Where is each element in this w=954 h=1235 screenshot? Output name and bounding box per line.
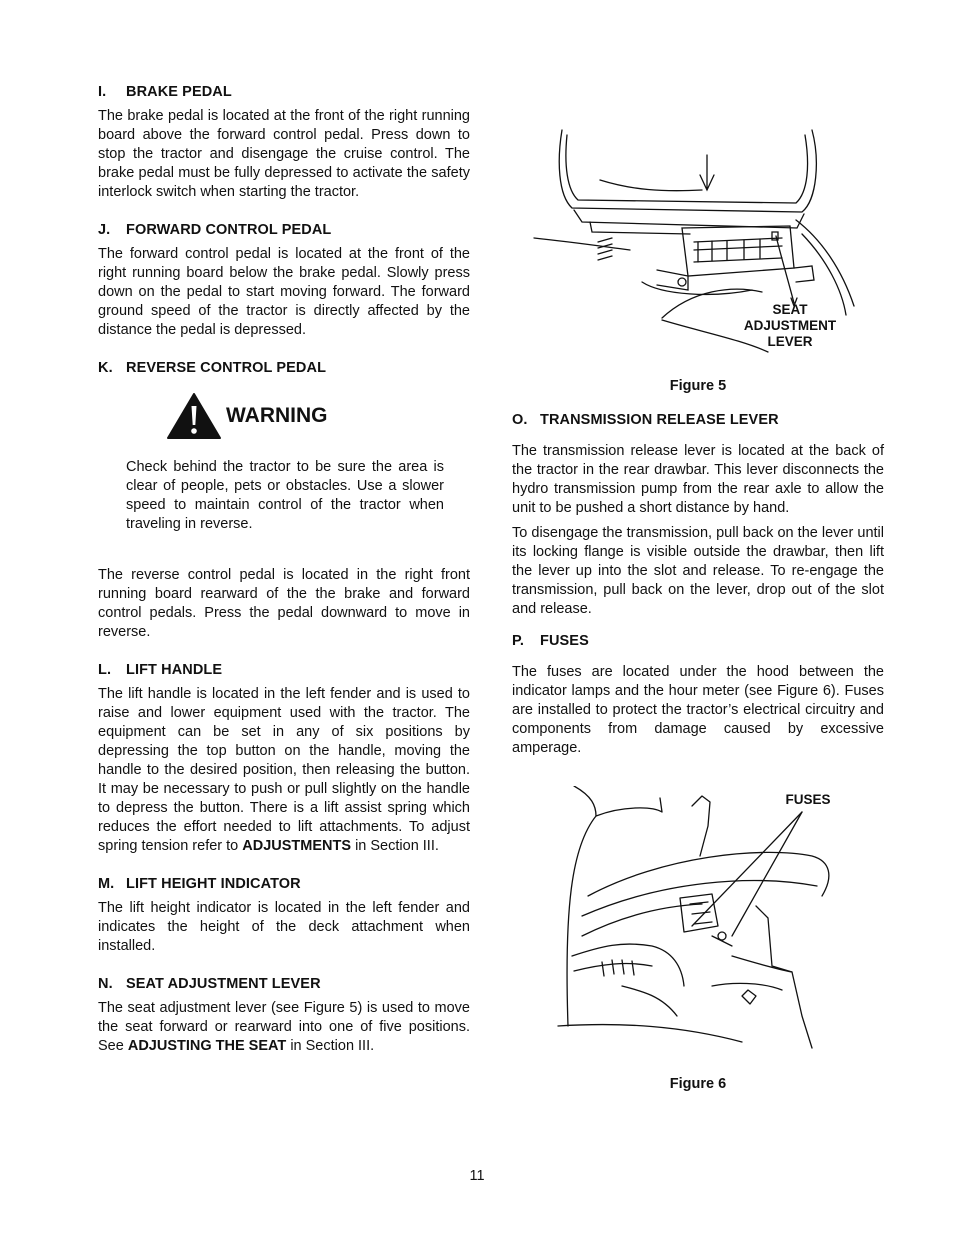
figure-6 — [512, 786, 884, 1058]
section-fuses — [512, 633, 884, 758]
warning-text: Check behind the tractor to be sure the area is clear of people, pets or obstacles. Use a slower speed to maintain control of the tractor when traveling in reverse. — [126, 459, 444, 532]
section-body: To disengage the transmission, pull back on the lever until its locking flange is visible outside the drawbar, then lift the lever up into the slot and release. To re-engage the transmission, pull back on the lever, drop out of the slot and release. — [512, 525, 884, 617]
section-lift-handle — [98, 662, 470, 856]
warning-triangle-icon — [166, 392, 222, 440]
section-body: The lift handle is located in the left fender and is used to raise and lower equipment used with the tractor. The equipment can be set in any of six positions by depressing the top button on the handle, moving the handle to the desired position, then releasing the button. It may be necessary to push or pull slightly on the handle to depress the button. There is a lift assist spring which reduces the effort needed to lift attachments. To adjust spring tension refer to ADJUSTMENTS in Section III. — [98, 686, 470, 854]
section-body: The forward control pedal is located at the front of the right running board below the brake pedal. Slowly press down on the pedal to start moving forward. The forward ground speed of the tractor is directly affected by the distance the pedal is depressed. — [98, 246, 470, 338]
section-heading: K. REVERSE CONTROL PEDAL — [98, 360, 327, 376]
warning-header — [166, 390, 444, 442]
section-body: The reverse control pedal is located in the right front running board rearward of the the brake and forward control pedals. Press the pedal downward to move in reverse. — [98, 567, 470, 640]
section-lift-height-indicator — [98, 876, 470, 956]
warning-box — [126, 390, 444, 534]
section-body: The fuses are located under the hood between the indicator lamps and the hour meter (see Figure 6). Fuses are installed to protect the tractor’s electrical circuitry and components from damage caused by excessive amperage. — [512, 664, 884, 756]
fuses-label: FUSES — [785, 792, 831, 807]
figure-6-caption: Figure 6 — [669, 1076, 727, 1092]
section-heading: O. TRANSMISSION RELEASE LEVER — [512, 412, 779, 428]
section-reverse-control-pedal — [98, 360, 470, 642]
section-body: The brake pedal is located at the front of the right running board above the forward control pedal. Press down to stop the tractor and disengage the cruise control. The brake pedal must be fully depressed to activate the safety interlock switch when starting the tractor. — [98, 108, 470, 200]
section-body: The transmission release lever is located at the back of the tractor in the rear drawbar. This lever disconnects the hydro transmission pump from the rear axle to allow the unit to be pushed a short distance by hand. — [512, 443, 884, 516]
section-forward-control-pedal — [98, 222, 470, 340]
section-heading: N. SEAT ADJUSTMENT LEVER — [98, 976, 321, 992]
section-heading: L. LIFT HANDLE — [98, 662, 223, 678]
section-transmission-release-lever — [512, 412, 884, 619]
page-number: 11 — [469, 1168, 485, 1184]
section-heading: J. FORWARD CONTROL PEDAL — [98, 222, 332, 238]
figure-5 — [512, 120, 884, 356]
section-body: The lift height indicator is located in the left fender and indicates the height of the deck attachment when installed. — [98, 900, 470, 954]
section-heading: I. BRAKE PEDAL — [98, 84, 232, 100]
figure-5-caption: Figure 5 — [669, 378, 727, 394]
seat-adjustment-lever-label: SEAT ADJUSTMENT LEVER — [743, 302, 837, 349]
left-column — [98, 84, 470, 1076]
section-heading: P. FUSES — [512, 633, 589, 649]
warning-title: WARNING — [226, 404, 328, 427]
section-seat-adjustment-lever — [98, 976, 470, 1056]
section-brake-pedal — [98, 84, 470, 202]
fuses-illustration — [512, 786, 884, 1058]
section-body: The seat adjustment lever (see Figure 5) is used to move the seat forward or rearward into one of five positions. See ADJUSTING THE SEAT in Section III. — [98, 1000, 470, 1054]
section-heading: M. LIFT HEIGHT INDICATOR — [98, 876, 301, 892]
right-column — [512, 120, 884, 1092]
